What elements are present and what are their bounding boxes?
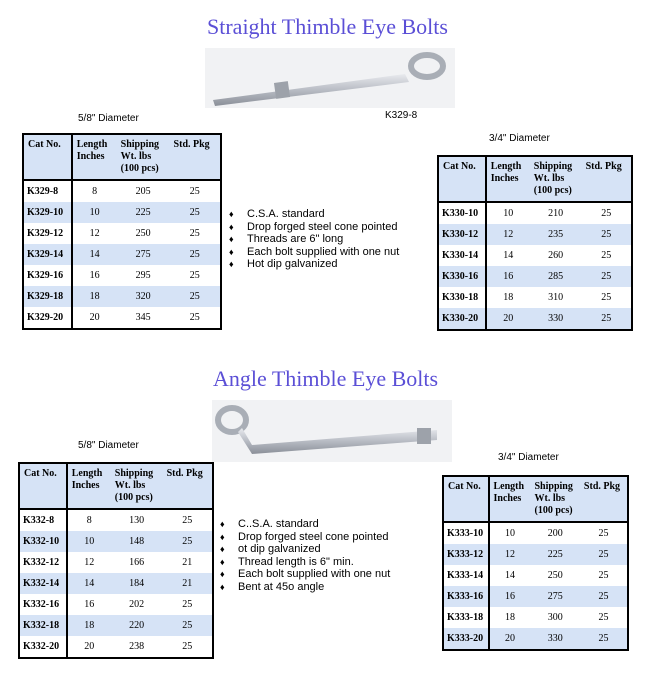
table-row [23,286,221,307]
table-row [443,565,628,586]
table-row [19,594,213,615]
cell-cat: K332-12 [19,552,67,573]
feature-item: ♦ Drop forged steel cone pointed [220,530,389,543]
cell-cat: K332-20 [19,636,67,658]
header-shipping-weight: Shipping Wt. lbs (100 pcs) [531,476,580,522]
cell-pkg: 25 [182,515,193,526]
cell-length: 12 [489,544,531,565]
cell-pkg: 25 [182,599,193,610]
cell-length: 18 [72,286,117,307]
header-std-pkg: Std. Pkg [582,156,632,202]
cell-length: 12 [89,228,100,239]
table-row [443,544,628,565]
cell-pkg: 25 [582,308,632,330]
cell-pkg: 25 [580,544,628,565]
cell-weight: 330 [531,628,580,650]
cell-cat: K329-20 [23,307,72,329]
table-row [443,628,628,650]
feature-item: ♦ Threads are 6" long [229,233,344,245]
cell-weight: 166 [129,557,145,568]
cell-pkg: 25 [189,228,200,239]
cell-cat: K330-20 [438,308,486,330]
cell-cat: K333-10 [443,522,489,544]
cell-weight: 202 [129,599,145,610]
table-row [23,223,221,244]
cell-weight: 275 [117,244,170,265]
feature-item: ♦ Drop forged steel cone pointed [229,220,398,233]
header-std-pkg: Std. Pkg [163,463,213,509]
cell-length: 8 [86,515,92,526]
cell-length: 18 [505,612,515,623]
cell-weight: 148 [111,531,163,552]
cell-cat: K332-10 [19,531,67,552]
table-row [438,308,632,330]
table-row [23,180,221,202]
feature-item: ♦ ot dip galvanized [220,543,321,555]
cell-weight: 225 [531,544,580,565]
table-row [438,245,632,266]
table-row [443,522,628,544]
diamond-bullet-icon: ♦ [229,221,234,232]
cell-length: 12 [486,224,530,245]
diameter-label: 5/8" Diameter [78,113,139,124]
cell-cat: K329-10 [23,202,72,223]
feature-list-angle [220,518,390,593]
cell-cat: K329-12 [23,223,72,244]
cell-length: 10 [503,208,514,219]
cell-cat: K329-14 [23,244,72,265]
cell-length: 16 [89,270,100,281]
feature-item: ♦ Each bolt supplied with one nut [229,245,400,258]
table-header-row [443,476,628,522]
header-length: Length Inches [72,134,117,180]
cell-cat: K332-8 [19,509,67,531]
cell-pkg: 25 [189,270,200,281]
table-row [438,266,632,287]
cell-cat: K333-14 [443,565,489,586]
table-row [23,307,221,329]
cell-weight: 300 [547,612,563,623]
cell-cat: K332-14 [19,573,67,594]
cell-weight: 250 [135,228,151,239]
diamond-bullet-icon: ♦ [220,544,225,554]
cell-length: 12 [84,557,95,568]
spec-table-k329 [22,133,222,330]
cell-weight: 345 [135,312,151,323]
section-title-angle: Angle Thimble Eye Bolts [213,366,439,391]
cell-pkg: 25 [170,202,221,223]
cell-length: 10 [505,528,515,539]
header-std-pkg: Std. Pkg [580,476,628,522]
cell-length: 18 [67,615,111,636]
cell-weight: 295 [135,270,151,281]
diamond-bullet-icon: ♦ [220,531,225,542]
cell-length: 20 [84,641,95,652]
cell-pkg: 25 [601,292,612,303]
cell-cat: K330-10 [438,202,486,224]
cell-pkg: 25 [598,528,609,539]
header-shipping-weight: Shipping Wt. lbs (100 pcs) [530,156,582,202]
diamond-bullet-icon: ♦ [220,556,225,567]
cell-pkg: 25 [582,224,632,245]
diamond-bullet-icon: ♦ [229,246,234,257]
cell-cat: K332-18 [19,615,67,636]
diameter-label: 5/8" Diameter [78,440,139,451]
feature-item: ♦ Bent at 45o angle [220,580,325,593]
table-row [438,224,632,245]
cell-length: 10 [67,531,111,552]
cell-pkg: 21 [182,557,193,568]
cell-cat: K329-18 [23,286,72,307]
header-cat-no: Cat No. [438,156,486,202]
table-row [19,552,213,573]
cell-cat: K330-16 [438,266,486,287]
cell-cat: K329-16 [23,265,72,286]
straight-eye-bolt-image [205,48,455,108]
cell-length: 16 [486,266,530,287]
header-cat-no: Cat No. [19,463,67,509]
header-cat-no: Cat No. [443,476,489,522]
cell-pkg: 25 [182,641,193,652]
cell-length: 14 [505,570,515,581]
table-header-row [23,134,221,180]
cell-length: 8 [92,186,98,197]
table-row [443,586,628,607]
table-row [443,607,628,628]
cell-length: 14 [72,244,117,265]
cell-cat: K330-18 [438,287,486,308]
header-shipping-weight: Shipping Wt. lbs (100 pcs) [111,463,163,509]
table-row [23,265,221,286]
cell-weight: 200 [547,528,563,539]
cell-weight: 320 [117,286,170,307]
cell-pkg: 25 [598,570,609,581]
cell-weight: 330 [530,308,582,330]
cell-cat: K333-18 [443,607,489,628]
cell-weight: 210 [548,208,564,219]
feature-item: ♦ C.S.A. standard [229,208,325,220]
section-title-straight: Straight Thimble Eye Bolts [207,14,448,39]
table-row [19,636,213,658]
header-length: Length Inches [489,476,531,522]
cell-cat: K333-16 [443,586,489,607]
cell-weight: 238 [129,641,145,652]
spec-table-k332 [18,462,214,659]
cell-pkg: 25 [170,244,221,265]
cell-weight: 285 [530,266,582,287]
cell-weight: 275 [531,586,580,607]
cell-pkg: 25 [598,612,609,623]
feature-item: ♦ C..S.A. standard [220,518,319,530]
diamond-bullet-icon: ♦ [220,581,225,592]
cell-weight: 250 [547,570,563,581]
diamond-bullet-icon: ♦ [229,209,234,219]
spec-table-k330 [437,155,633,331]
cell-pkg: 25 [163,615,213,636]
cell-pkg: 25 [189,312,200,323]
table-row [23,202,221,223]
cell-length: 16 [84,599,95,610]
diamond-bullet-icon: ♦ [220,519,225,529]
cell-length: 20 [486,308,530,330]
cell-cat: K330-12 [438,224,486,245]
cell-cat: K333-12 [443,544,489,565]
cell-cat: K332-16 [19,594,67,615]
angle-eye-bolt-image [212,400,452,462]
feature-item: ♦ Hot dip galvanized [229,258,338,270]
cell-weight: 184 [111,573,163,594]
cell-pkg: 25 [580,586,628,607]
cell-pkg: 25 [580,628,628,650]
cell-pkg: 25 [189,186,200,197]
diamond-bullet-icon: ♦ [229,234,234,244]
header-length: Length Inches [67,463,111,509]
cell-cat: K330-14 [438,245,486,266]
cell-cat: K333-20 [443,628,489,650]
table-row [438,287,632,308]
cell-length: 18 [503,292,514,303]
cell-weight: 235 [530,224,582,245]
table-row [19,531,213,552]
cell-weight: 260 [548,250,564,261]
cell-pkg: 25 [601,250,612,261]
cell-pkg: 25 [170,286,221,307]
cell-cat: K329-8 [23,180,72,202]
table-row [23,244,221,265]
header-shipping-weight: Shipping Wt. lbs (100 pcs) [117,134,170,180]
header-cat-no: Cat No. [23,134,72,180]
diameter-label: 3/4" Diameter [498,452,559,463]
cell-pkg: 25 [163,531,213,552]
cell-weight: 225 [117,202,170,223]
cell-length: 14 [503,250,514,261]
table-row [438,202,632,224]
cell-length: 10 [72,202,117,223]
cell-weight: 130 [129,515,145,526]
cell-pkg: 25 [582,266,632,287]
feature-item: ♦ Thread length is 6" min. [220,555,354,568]
diamond-bullet-icon: ♦ [229,259,234,269]
table-row [19,509,213,531]
feature-item: ♦ Each bolt supplied with one nut [220,568,391,580]
cell-weight: 310 [548,292,564,303]
header-length: Length Inches [486,156,530,202]
spec-table-k333 [442,475,629,651]
cell-pkg: 25 [601,208,612,219]
header-std-pkg: Std. Pkg [170,134,221,180]
cell-weight: 205 [135,186,151,197]
cell-length: 20 [89,312,100,323]
table-header-row [19,463,213,509]
cell-length: 20 [489,628,531,650]
feature-list-straight [229,208,399,271]
cell-length: 14 [67,573,111,594]
cell-weight: 220 [111,615,163,636]
image-caption: K329-8 [385,110,418,121]
table-row [19,615,213,636]
cell-length: 16 [489,586,531,607]
table-row [19,573,213,594]
diameter-label: 3/4" Diameter [489,133,550,144]
cell-pkg: 21 [163,573,213,594]
diamond-bullet-icon: ♦ [220,569,225,579]
table-header-row [438,156,632,202]
